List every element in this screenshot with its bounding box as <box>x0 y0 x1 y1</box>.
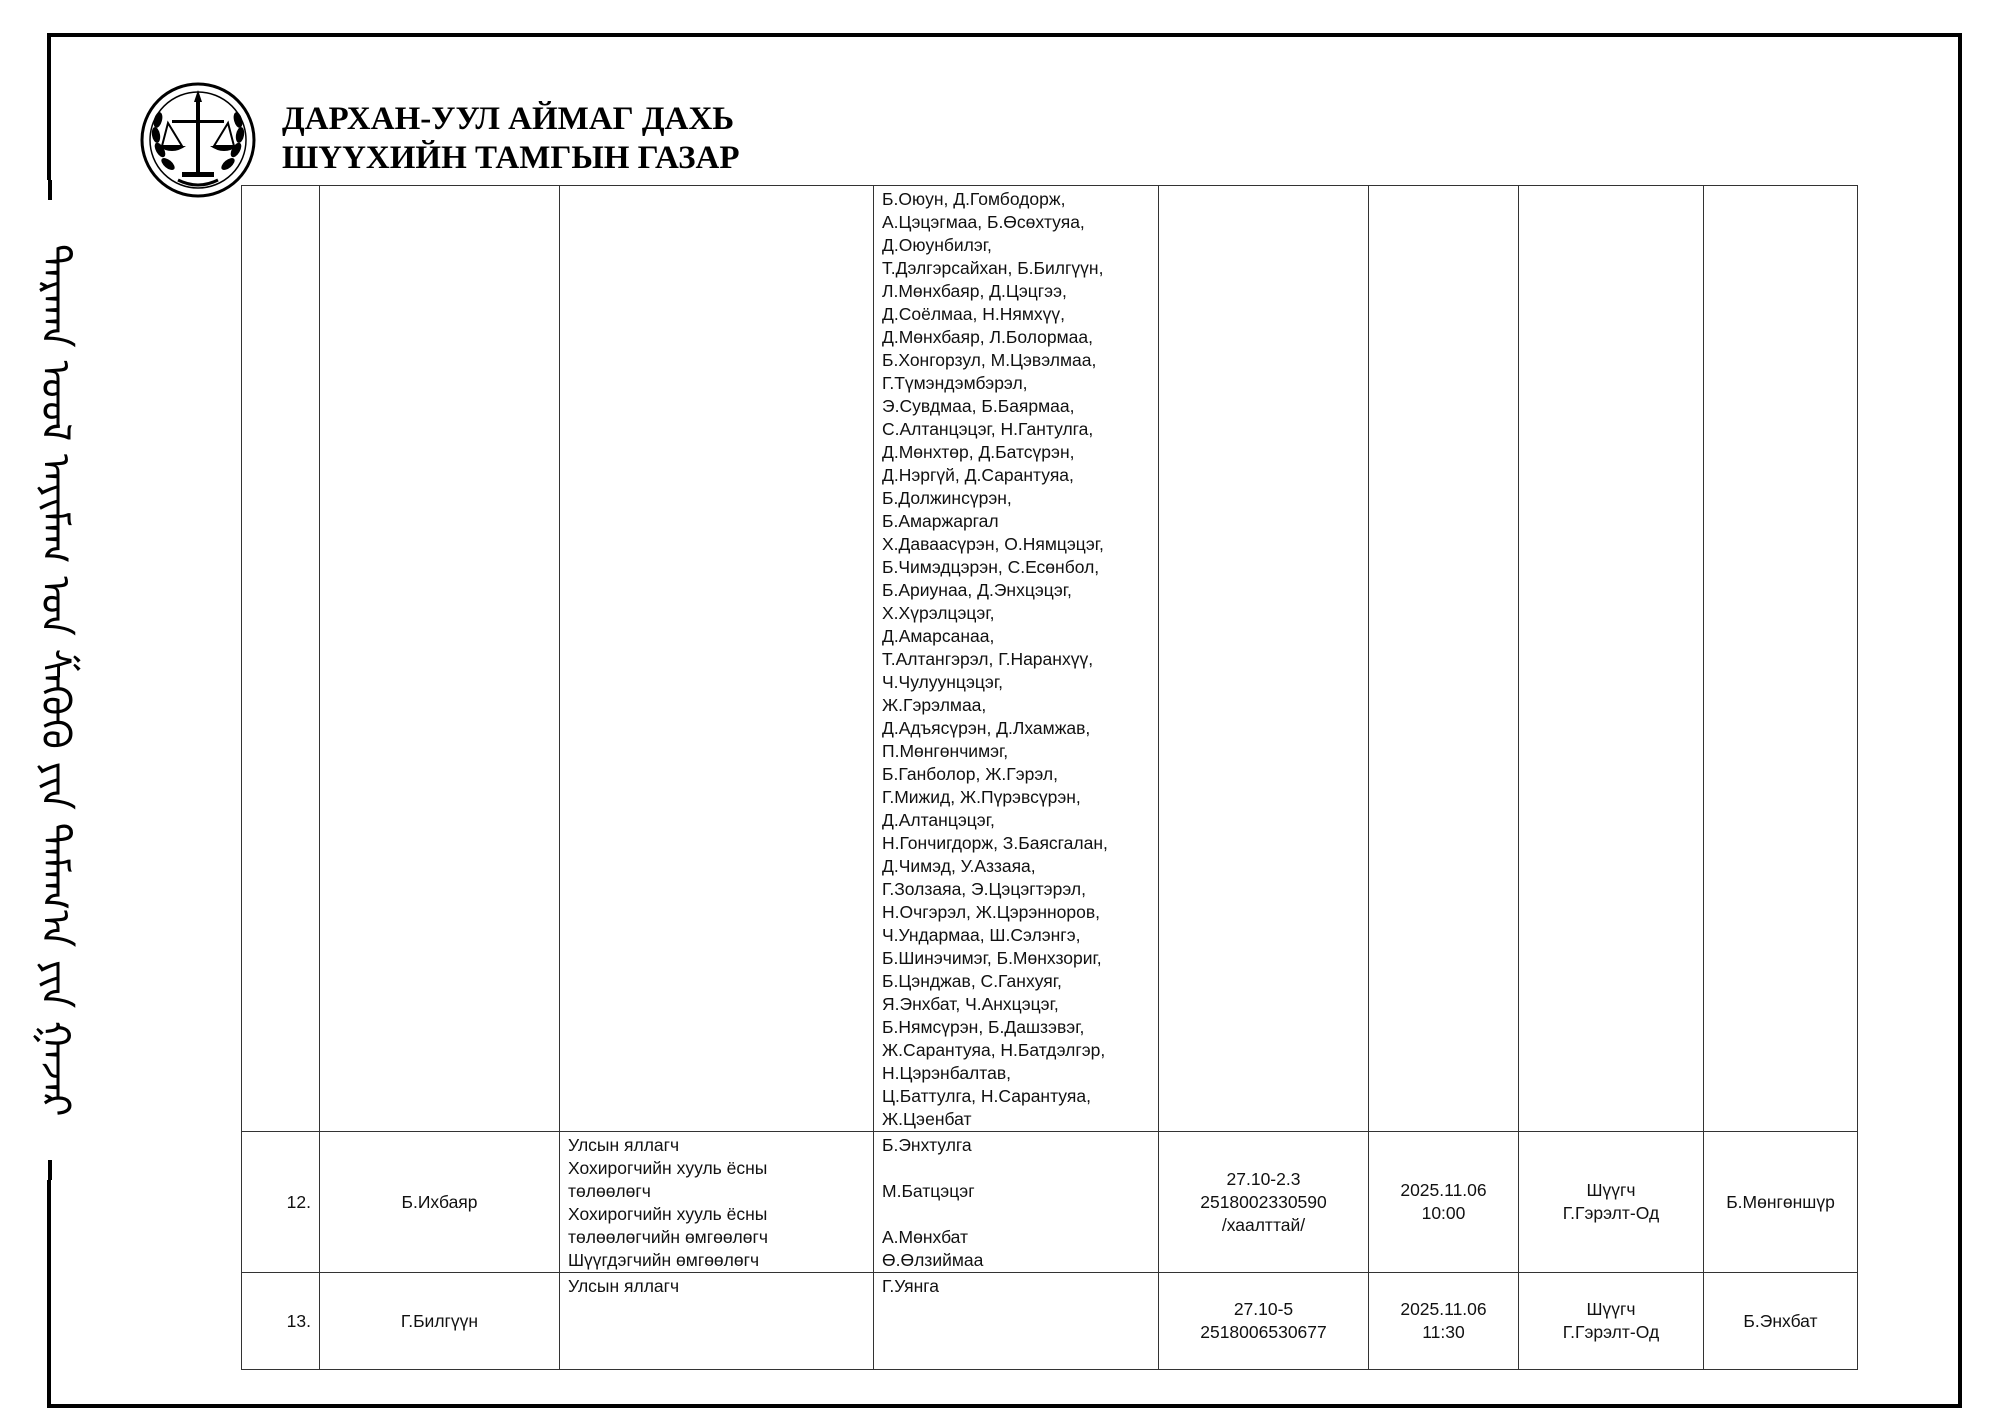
case-number <box>1159 1132 1369 1273</box>
list-item: Д.Оюунбилэг, <box>882 235 992 255</box>
list-item: Я.Энхбат, Ч.Анхцэцэг, <box>882 994 1059 1014</box>
table-row <box>242 1132 1858 1273</box>
role-label: Хохирогчийн хууль ёсны <box>568 1158 768 1178</box>
role-label: төлөөлөгч <box>568 1181 651 1201</box>
participant-roles <box>560 1273 874 1370</box>
cell-empty <box>1159 186 1369 1132</box>
mongolian-script-text: ᠳᠠᠷᠬᠠᠨ ᠤᠤᠯ ᠠᠶᠢᠮᠠᠭ ᠤᠨ ᠱᠡᠭᠦᠬᠦ ᠶᠢᠨ ᠲᠠᠮᠠᠭ᠎ᠠ ᠶᠢᠨ ᠭᠠᠵᠠᠷ <box>30 200 80 1160</box>
defense-lawyer-name: Ө.Өлзиймаа <box>882 1250 984 1270</box>
court-emblem-icon <box>138 80 258 200</box>
case-index: 2518002330590 <box>1200 1191 1327 1212</box>
list-item: Б.Хонгорзул, М.Цэвэлмаа, <box>882 350 1097 370</box>
prosecutor-name: Г.Уянга <box>882 1276 940 1296</box>
role-label: Улсын яллагч <box>568 1276 680 1296</box>
judge <box>1519 1132 1704 1273</box>
prosecutor-name: Б.Энхтулга <box>882 1135 972 1155</box>
list-item: Д.Мөнхтөр, Д.Батсүрэн, <box>882 442 1075 462</box>
list-item: Ч.Ундармаа, Ш.Сэлэнгэ, <box>882 925 1081 945</box>
case-article: 27.10-2.3 <box>1226 1168 1301 1189</box>
row-number: 13. <box>242 1273 320 1370</box>
list-item: Д.Нэргүй, Д.Сарантуяа, <box>882 465 1074 485</box>
hearing-time: 10:00 <box>1421 1203 1466 1223</box>
victim-representative-lawyer-name: А.Мөнхбат <box>882 1227 969 1247</box>
list-item: Д.Алтанцэцэг, <box>882 810 995 830</box>
role-label: Хохирогчийн хууль ёсны <box>568 1204 768 1224</box>
org-name-line1: ДАРХАН-УУЛ АЙМАГ ДАХЬ <box>282 101 735 137</box>
participant-names-list <box>874 186 1159 1132</box>
list-item: А.Цэцэгмаа, Б.Өсөхтуяа, <box>882 212 1085 232</box>
defendant-name: Б.Ихбаяр <box>320 1132 560 1273</box>
participant-names <box>874 1273 1159 1370</box>
hearing-schedule-table <box>241 185 1858 1370</box>
cell-empty <box>320 186 560 1132</box>
list-item: П.Мөнгөнчимэг, <box>882 741 1009 761</box>
list-item: Т.Дэлгэрсайхан, Б.Билгүүн, <box>882 258 1104 278</box>
list-item: Л.Мөнхбаяр, Д.Цэцгээ, <box>882 281 1067 301</box>
role-label: Улсын яллагч <box>568 1135 680 1155</box>
cell-empty <box>1369 186 1519 1132</box>
list-item: Ж.Гэрэлмаа, <box>882 695 987 715</box>
list-item: Ц.Баттулга, Н.Сарантуяа, <box>882 1086 1091 1106</box>
list-item: Д.Адъясүрэн, Д.Лхамжав, <box>882 718 1091 738</box>
secretary-name: Б.Энхбат <box>1704 1273 1858 1370</box>
judge-title: Шүүгч <box>1586 1180 1636 1200</box>
row-number: 12. <box>242 1132 320 1273</box>
vertical-mongolian-script <box>20 180 90 1180</box>
case-number <box>1159 1273 1369 1370</box>
list-item: Ж.Сарантуяа, Н.Батдэлгэр, <box>882 1040 1106 1060</box>
list-item: Г.Золзаяа, Э.Цэцэгтэрэл, <box>882 879 1086 899</box>
cell-empty <box>242 186 320 1132</box>
table-row <box>242 1273 1858 1370</box>
judge-name: Г.Гэрэлт-Од <box>1562 1322 1660 1342</box>
list-item: Х.Хүрэлцэцэг, <box>882 603 995 623</box>
role-label: төлөөлөгчийн өмгөөлөгч <box>568 1227 769 1247</box>
secretary-name: Б.Мөнгөншүр <box>1704 1132 1858 1273</box>
list-item: Г.Түмэндэмбэрэл, <box>882 373 1028 393</box>
list-item: Б.Чимэдцэрэн, С.Есөнбол, <box>882 557 1100 577</box>
hearing-date: 2025.11.06 <box>1400 1299 1487 1319</box>
hearing-datetime <box>1369 1273 1519 1370</box>
participant-names <box>874 1132 1159 1273</box>
list-item: Б.Ганболор, Ж.Гэрэл, <box>882 764 1058 784</box>
list-item: Д.Мөнхбаяр, Л.Болормаа, <box>882 327 1093 347</box>
judge <box>1519 1273 1704 1370</box>
victim-representative-name: М.Батцэцэг <box>882 1181 975 1201</box>
list-item: Ж.Цэенбат <box>882 1109 972 1129</box>
participant-roles <box>560 1132 874 1273</box>
list-item: Б.Нямсүрэн, Б.Дашзэвэг, <box>882 1017 1085 1037</box>
list-item: Э.Сувдмаа, Б.Баярмаа, <box>882 396 1075 416</box>
list-item: Б.Оюун, Д.Гомбодорж, <box>882 189 1066 209</box>
table-row-continued <box>242 186 1858 1132</box>
list-item: Ч.Чулуунцэцэг, <box>882 672 1003 692</box>
hearing-datetime <box>1369 1132 1519 1273</box>
list-item: С.Алтанцэцэг, Н.Гантулга, <box>882 419 1094 439</box>
list-item: Х.Даваасүрэн, О.Нямцэцэг, <box>882 534 1104 554</box>
hearing-date: 2025.11.06 <box>1400 1180 1487 1200</box>
judge-title: Шүүгч <box>1586 1299 1636 1319</box>
list-item: Т.Алтангэрэл, Г.Наранхүү, <box>882 649 1094 669</box>
cell-empty <box>560 186 874 1132</box>
organization-name <box>282 100 739 178</box>
list-item: Н.Гончигдорж, З.Баясгалан, <box>882 833 1108 853</box>
list-item: Г.Мижид, Ж.Пүрэвсүрэн, <box>882 787 1081 807</box>
list-item: Б.Ариунаа, Д.Энхцэцэг, <box>882 580 1072 600</box>
list-item: Н.Очгэрэл, Ж.Цэрэнноров, <box>882 902 1100 922</box>
list-item: Б.Шинэчимэг, Б.Мөнхзориг, <box>882 948 1102 968</box>
list-item: Д.Соёлмаа, Н.Нямхүү, <box>882 304 1066 324</box>
list-item: Н.Цэрэнбалтав, <box>882 1063 1011 1083</box>
cell-empty <box>1704 186 1858 1132</box>
list-item: Д.Чимэд, У.Аззаяа, <box>882 856 1036 876</box>
judge-name: Г.Гэрэлт-Од <box>1562 1203 1660 1223</box>
list-item: Б.Цэнджав, С.Ганхуяг, <box>882 971 1062 991</box>
case-index: 2518006530677 <box>1200 1322 1327 1342</box>
list-item: Б.Должинсүрэн, <box>882 488 1012 508</box>
org-name-line2: ШҮҮХИЙН ТАМГЫН ГАЗАР <box>282 140 740 176</box>
list-item: Д.Амарсанаа, <box>882 626 995 646</box>
case-article: 27.10-5 <box>1233 1299 1294 1319</box>
hearing-time: 11:30 <box>1422 1322 1465 1342</box>
list-item: Б.Амаржаргал <box>882 511 999 531</box>
defendant-name: Г.Билгүүн <box>320 1273 560 1370</box>
cell-empty <box>1519 186 1704 1132</box>
case-status: /хаалттай/ <box>1221 1214 1306 1235</box>
role-label: Шүүгдэгчийн өмгөөлөгч <box>568 1250 760 1270</box>
